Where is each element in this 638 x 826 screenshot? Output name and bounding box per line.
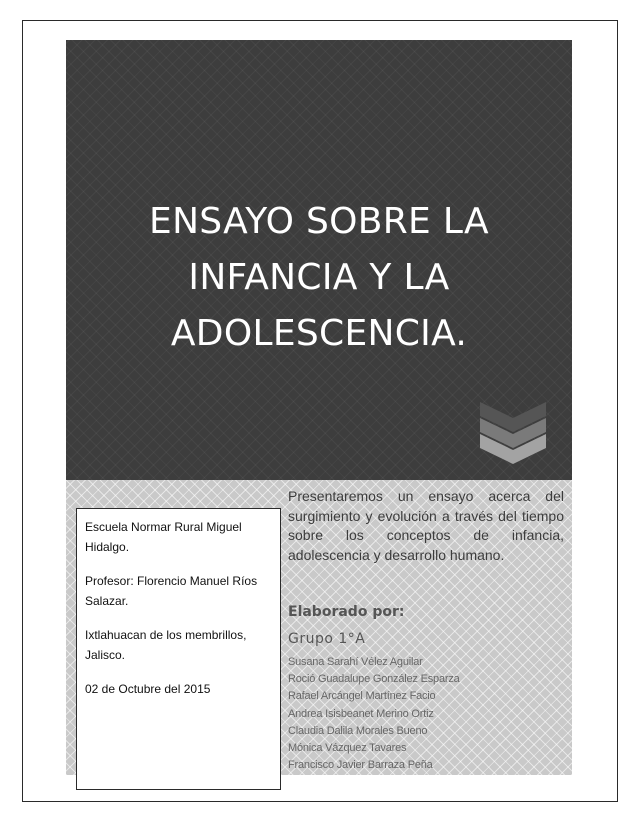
intro-paragraph: Presentaremos un ensayo acerca del surgimiento y evolución a través del tiempo sobre los conceptos de infancia, adolescencia y desarrollo humano. [288, 488, 564, 563]
member-name: Rafael Arcángel Martínez Facio [288, 690, 436, 703]
member-name: Francisco Javier Barraza Peña [288, 759, 433, 772]
member-name: Mónica Vázquez Tavares [288, 742, 407, 755]
school-name: Escuela Normar Rural Miguel Hidalgo. [85, 520, 242, 554]
group-label: Grupo 1°A [288, 631, 366, 647]
member-name: Susana Sarahí Vélez Aguilar [288, 656, 423, 668]
school-info-box [76, 508, 281, 790]
chevrons-down-icon [480, 400, 546, 466]
date-text: 02 de Octubre del 2015 [85, 682, 211, 696]
title-line: ADOLESCENCIA. [170, 313, 468, 354]
members-list [288, 654, 568, 772]
member-name: Roció Guadalupe González Esparza [288, 673, 460, 686]
member-name: Andrea Isisbeanet Merino Ortiz [288, 707, 434, 720]
teacher-name: Profesor: Florencio Manuel Ríos Salazar. [85, 574, 258, 608]
title-line: ENSAYO SOBRE LA [149, 201, 489, 242]
credits-heading: Elaborado por: [288, 604, 405, 620]
member-name: Claudia Dalila Morales Bueno [288, 724, 428, 737]
title-line: INFANCIA Y LA [188, 257, 450, 298]
document-title [96, 194, 542, 362]
location-text: Ixtlahuacan de los membrillos, Jalisco. [85, 628, 247, 662]
